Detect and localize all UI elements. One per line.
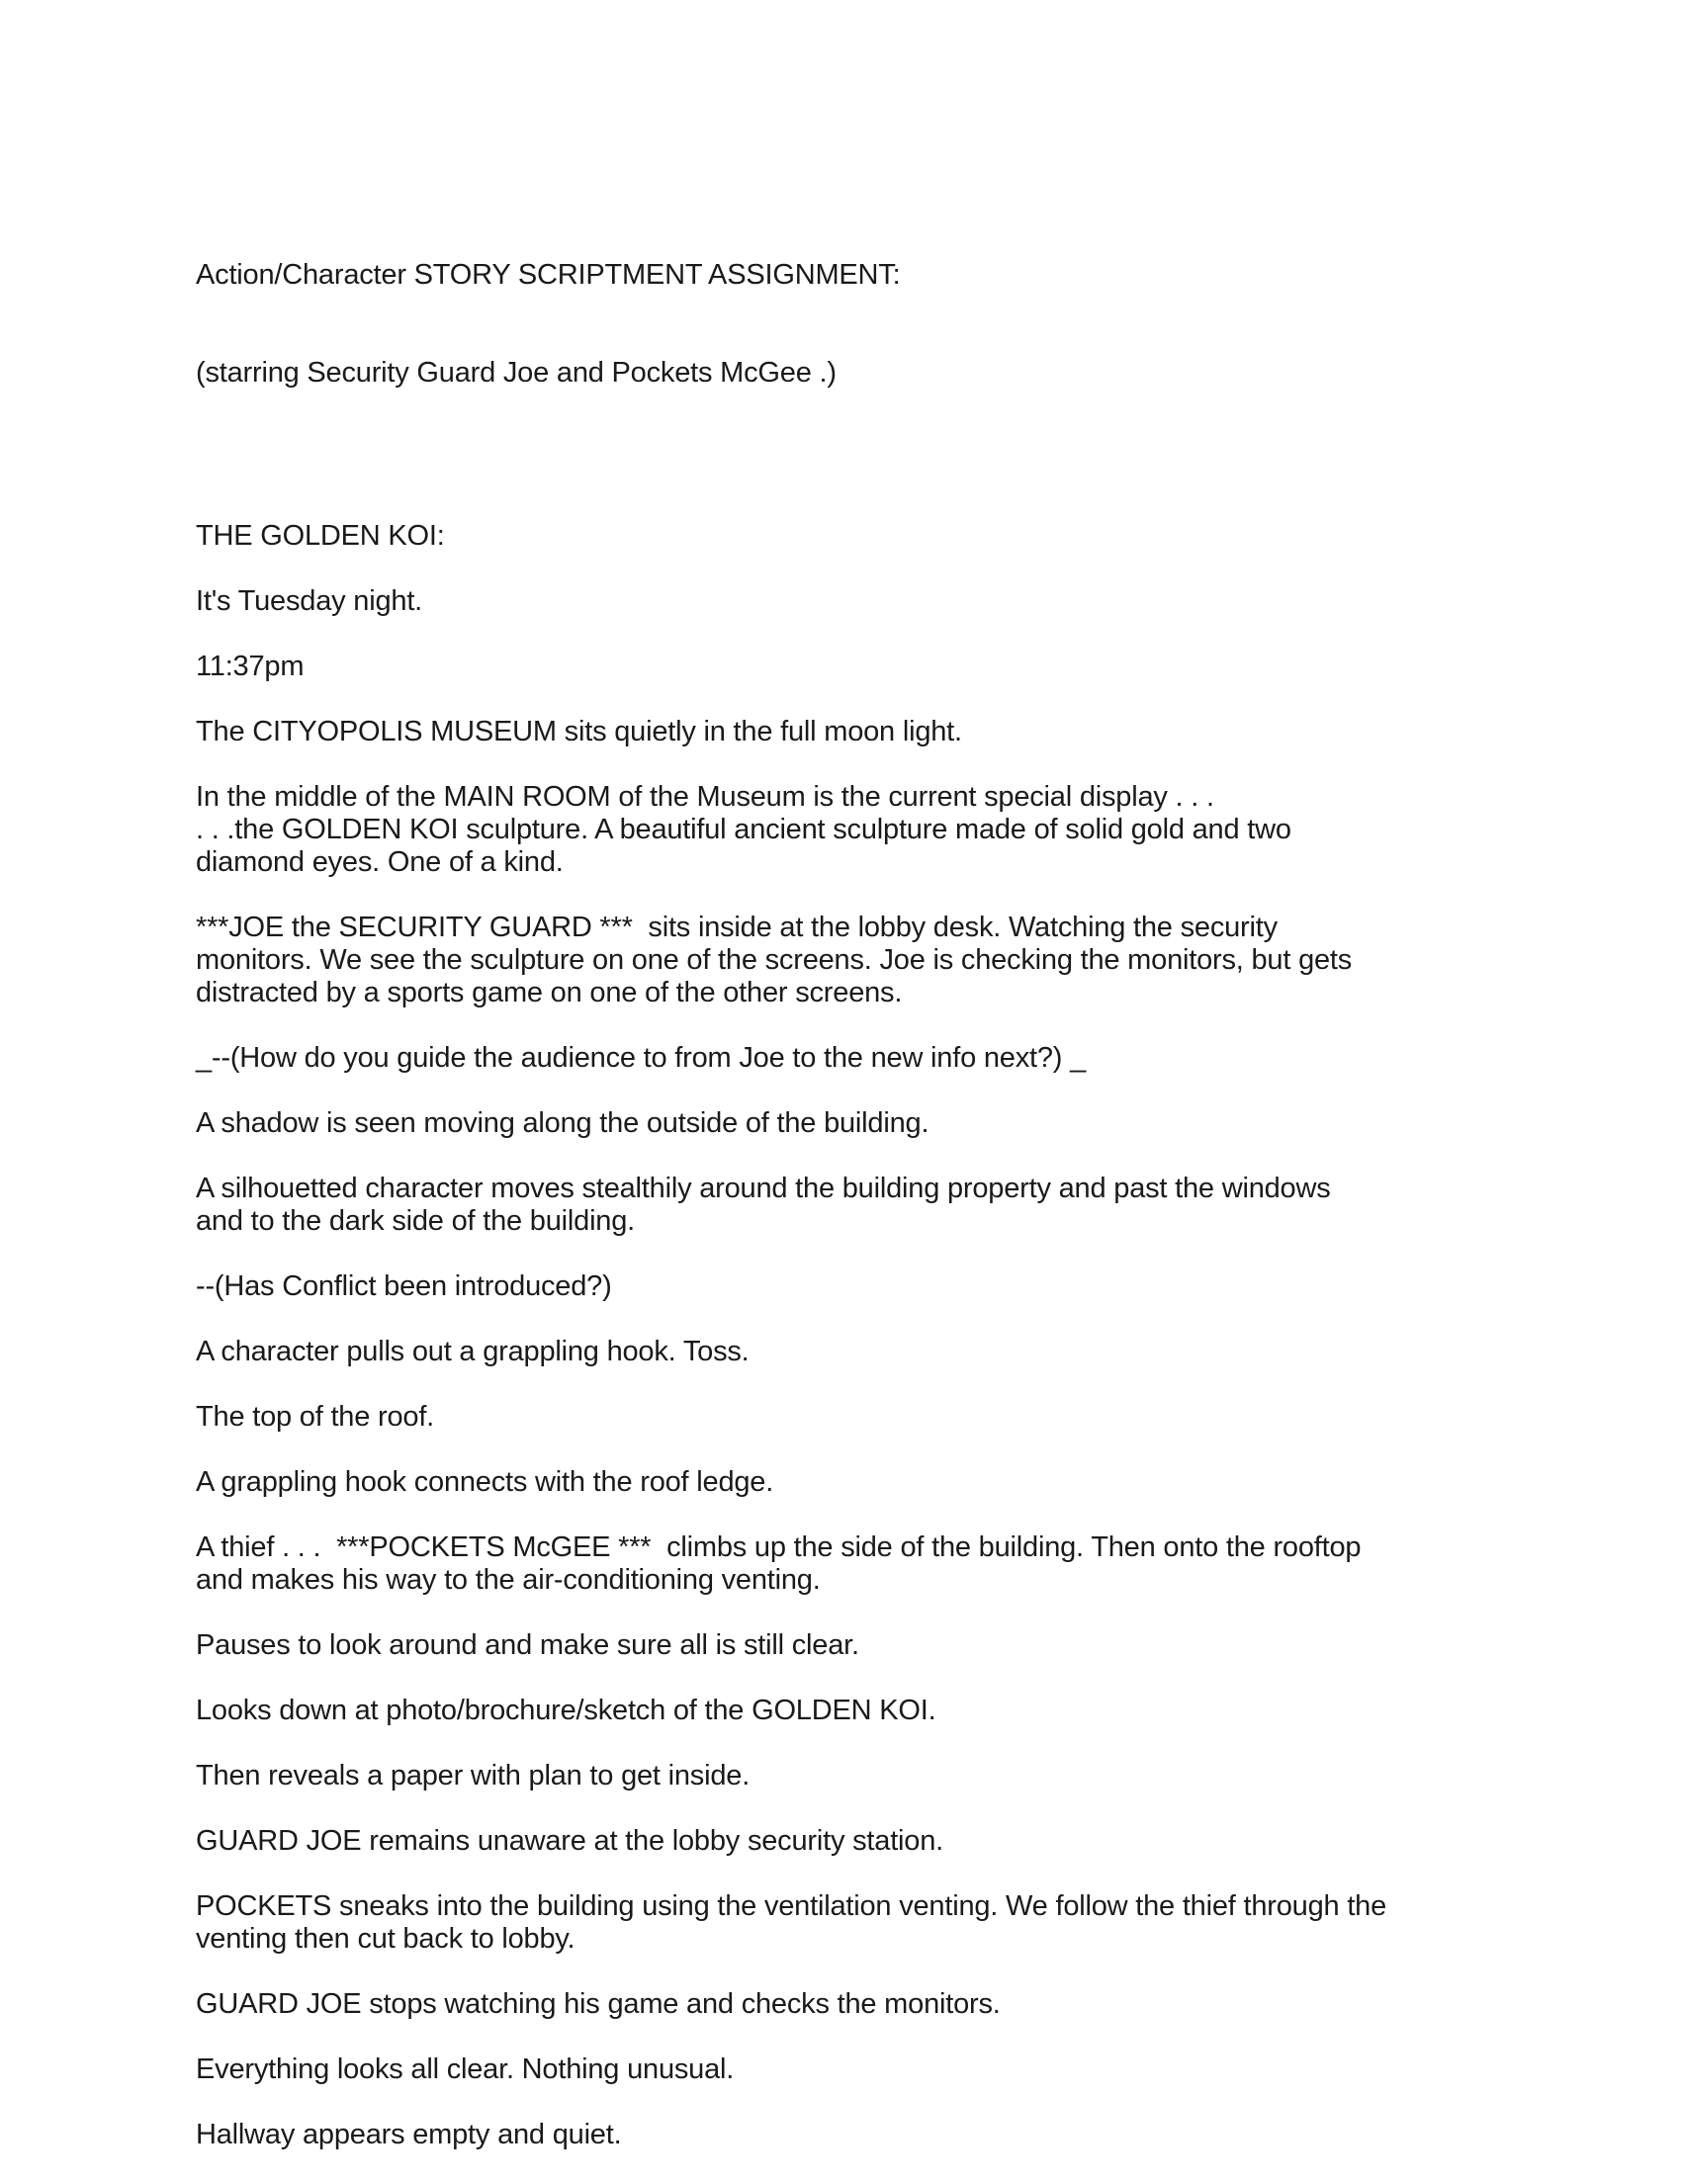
script-paragraph xyxy=(196,781,1501,879)
paragraph-line: GUARD JOE stops watching his game and checks the monitors. xyxy=(196,1988,1001,2020)
paragraph-line: and makes his way to the air-conditioning venting. xyxy=(196,1564,821,1596)
script-paragraph xyxy=(196,1695,1501,1727)
paragraph-line: and to the dark side of the building. xyxy=(196,1205,636,1237)
paragraph-line: ***JOE the SECURITY GUARD *** sits inside at the lobby desk. Watching the security xyxy=(196,912,1278,943)
paragraph-line: Then reveals a paper with plan to get inside. xyxy=(196,1760,751,1791)
script-paragraph xyxy=(196,1466,1501,1499)
paragraph-line: Everything looks all clear. Nothing unusual. xyxy=(196,2053,735,2085)
script-paragraph xyxy=(196,2053,1501,2086)
paragraph-line: venting then cut back to lobby. xyxy=(196,1923,575,1955)
assignment-header xyxy=(196,194,1501,455)
paragraph-line: distracted by a sports game on one of the other screens. xyxy=(196,977,903,1008)
script-paragraph xyxy=(196,1988,1501,2021)
script-paragraph xyxy=(196,1173,1501,1238)
paragraph-line: In the middle of the MAIN ROOM of the Museum is the current special display . . . xyxy=(196,781,1214,813)
paragraph-line: Looks down at photo/brochure/sketch of the GOLDEN KOI. xyxy=(196,1695,936,1726)
paragraph-line: _--(How do you guide the audience to from Joe to the new info next?) _ xyxy=(196,1042,1087,1074)
paragraph-line: diamond eyes. One of a kind. xyxy=(196,846,564,878)
script-paragraph xyxy=(196,1825,1501,1858)
script-paragraph xyxy=(196,1629,1501,1662)
paragraph-line: A character pulls out a grappling hook. Toss. xyxy=(196,1336,750,1367)
script-paragraph xyxy=(196,1042,1501,1075)
document-body xyxy=(196,194,1501,2184)
paragraph-line: Pauses to look around and make sure all is still clear. xyxy=(196,1629,859,1661)
paragraph-line: THE GOLDEN KOI: xyxy=(196,520,445,552)
paragraph-line: A silhouetted character moves stealthily around the building property and past the windows xyxy=(196,1173,1331,1204)
assignment-title: Action/Character STORY SCRIPTMENT ASSIGNMENT: xyxy=(196,259,901,291)
paragraph-line: It's Tuesday night. xyxy=(196,585,423,617)
script-paragraph xyxy=(196,1401,1501,1434)
paragraph-line: The top of the roof. xyxy=(196,1401,435,1433)
paragraph-line: . . .the GOLDEN KOI sculpture. A beautiful ancient sculpture made of solid gold and two xyxy=(196,814,1291,845)
script-paragraph xyxy=(196,1107,1501,1140)
paragraph-line: A thief . . . ***POCKETS McGEE *** climbs up the side of the building. Then onto the rooftop xyxy=(196,1531,1362,1563)
paragraph-line: POCKETS sneaks into the building using the ventilation venting. We follow the thief through the xyxy=(196,1890,1387,1922)
script-paragraph xyxy=(196,651,1501,683)
script-paragraph xyxy=(196,1760,1501,1792)
script-paragraph xyxy=(196,716,1501,748)
script-paragraph xyxy=(196,912,1501,1009)
paragraph-line: A grappling hook connects with the roof ledge. xyxy=(196,1466,774,1498)
script-paragraph xyxy=(196,1336,1501,1368)
script-paragraph xyxy=(196,1270,1501,1303)
script-paragraph xyxy=(196,1890,1501,1956)
paragraph-line: --(Has Conflict been introduced?) xyxy=(196,1270,612,1302)
script-paragraph xyxy=(196,1531,1501,1597)
script-paragraphs xyxy=(196,520,1501,2151)
assignment-subtitle: (starring Security Guard Joe and Pockets McGee .) xyxy=(196,357,837,389)
script-paragraph xyxy=(196,520,1501,553)
paragraph-line: The CITYOPOLIS MUSEUM sits quietly in the full moon light. xyxy=(196,716,962,747)
paragraph-line: Hallway appears empty and quiet. xyxy=(196,2119,622,2150)
script-paragraph xyxy=(196,585,1501,618)
paragraph-line: A shadow is seen moving along the outside of the building. xyxy=(196,1107,929,1139)
paragraph-line: GUARD JOE remains unaware at the lobby security station. xyxy=(196,1825,944,1857)
script-paragraph xyxy=(196,2119,1501,2151)
paragraph-line: 11:37pm xyxy=(196,651,305,682)
paragraph-line: monitors. We see the sculpture on one of the screens. Joe is checking the monitors, but gets xyxy=(196,944,1353,976)
